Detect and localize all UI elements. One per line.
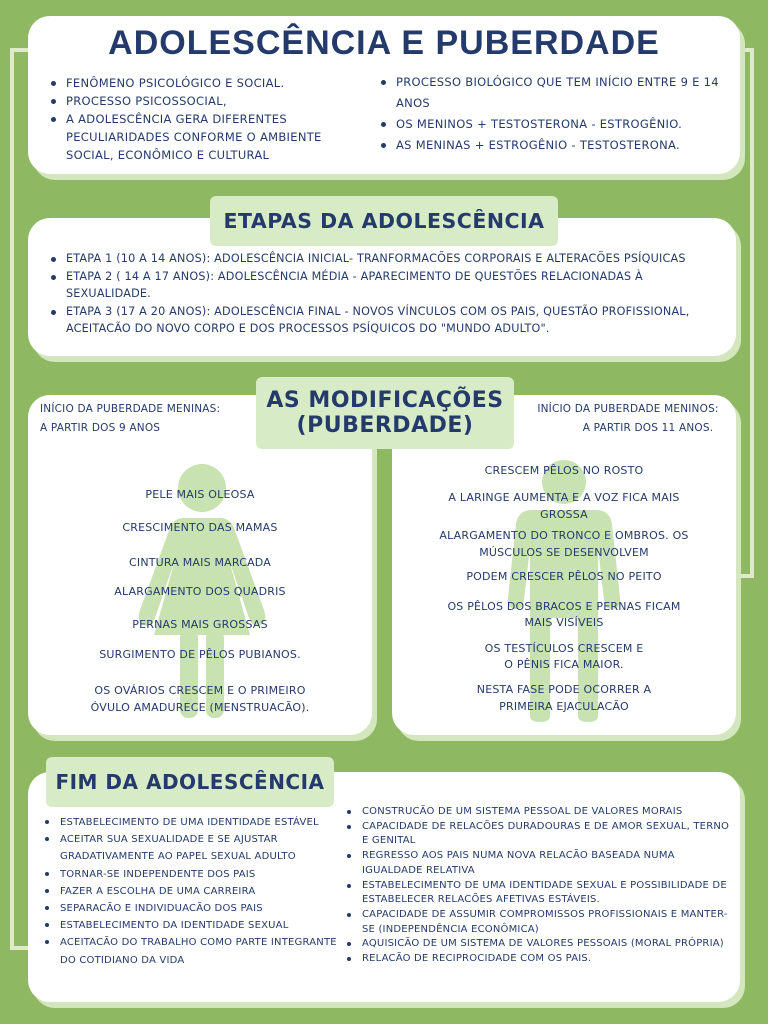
list-item: PROCESSO BIOLÓGICO QUE TEM INÍCIO ENTRE 9 E 14 ANOS	[380, 72, 732, 114]
list-item: ETAPA 1 (10 A 14 ANOS): ADOLESCÊNCIA INICIAL- TRANFORMACÕES CORPORAIS E ALTERACÕES PSÍQUICAS	[50, 250, 720, 268]
list-item: ACEITAR SUA SEXUALIDADE E SE AJUSTAR GRADATIVAMENTE AO PAPEL SEXUAL ADULTO	[44, 831, 344, 865]
meninos-item: OS TESTÍCULOS CRESCEM E	[484, 642, 644, 655]
meninos-heading	[522, 400, 734, 438]
list-item: ESTABELECIMENTO DA IDENTIDADE SEXUAL	[44, 917, 344, 934]
list-item: OS MENINOS + TESTOSTERONA - ESTROGÊNIO.	[380, 114, 732, 135]
list-item: ACEITACÃO DO TRABALHO COMO PARTE INTEGRANTE DO COTIDIANO DA VIDA	[44, 934, 344, 968]
etapas-heading: ETAPAS DA ADOLESCÊNCIA	[210, 196, 558, 246]
left-connector-line	[10, 48, 14, 948]
fim-left-list	[44, 814, 344, 969]
list-item: PROCESSO PSICOSSOCIAL,	[50, 92, 368, 110]
meninos-item: CRESCEM PÊLOS NO ROSTO	[484, 464, 644, 477]
page-title: ADOLESCÊNCIA E PUBERDADE	[108, 24, 660, 62]
meninas-heading-line: INÍCIO DA PUBERDADE MENINAS:	[40, 403, 221, 415]
fim-right-list	[346, 805, 730, 967]
meninas-item: PERNAS MAIS GROSSAS	[132, 618, 268, 631]
list-item: ESTABELECIMENTO DE UMA IDENTIDADE SEXUAL E POSSIBILIDADE DE ESTABELECER RELACÕES AFETIVAS ESTÁVEIS.	[346, 879, 730, 908]
meninas-item: ALARGAMENTO DOS QUADRIS	[114, 585, 286, 598]
list-item: ETAPA 3 (17 A 20 ANOS): ADOLESCÊNCIA FINAL - NOVOS VÍNCULOS COM OS PAIS, QUESTÃO PROFISSIONAL, ACEITACÃO DO NOVO CORPO E DOS PROCESSOS PSÍQUICOS DO "MUNDO ADULTO".	[50, 303, 720, 338]
intro-card	[28, 16, 740, 174]
intro-left-list	[50, 74, 368, 164]
meninas-heading	[40, 400, 220, 438]
etapas-list	[50, 250, 720, 338]
list-item: CONSTRUCÃO DE UM SISTEMA PESSOAL DE VALORES MORAIS	[346, 805, 730, 820]
meninos-item: PRIMEIRA EJACULACÃO	[499, 700, 629, 713]
modificacoes-heading	[256, 377, 514, 449]
meninos-item: PODEM CRESCER PÊLOS NO PEITO	[466, 570, 662, 583]
list-item: FAZER A ESCOLHA DE UMA CARREIRA	[44, 883, 344, 900]
meninos-item: OS PÊLOS DOS BRACOS E PERNAS FICAM	[447, 600, 681, 613]
meninos-item: ALARGAMENTO DO TRONCO E OMBROS. OS	[439, 529, 689, 542]
meninos-item: NESTA FASE PODE OCORRER A	[476, 683, 652, 696]
list-item: A ADOLESCÊNCIA GERA DIFERENTES PECULIARIDADES CONFORME O AMBIENTE SOCIAL, ECONÔMICO E CULTURAL	[50, 110, 368, 164]
list-item: FENÔMENO PSICOLÓGICO E SOCIAL.	[50, 74, 368, 92]
meninos-item: MÚSCULOS SE DESENVOLVEM	[479, 546, 649, 559]
list-item: CAPACIDADE DE RELACÕES DURADOURAS E DE AMOR SEXUAL, TERNO E GENITAL	[346, 820, 730, 849]
meninos-item: O PÊNIS FICA MAIOR.	[504, 658, 624, 671]
list-item: AS MENINAS + ESTROGÊNIO - TESTOSTERONA.	[380, 135, 732, 156]
list-item: AQUISICÃO DE UM SISTEMA DE VALORES PESSOAIS (MORAL PRÓPRIA)	[346, 937, 730, 952]
meninos-heading-line: A PARTIR DOS 11 ANOS.	[582, 422, 714, 434]
meninas-item: CINTURA MAIS MARCADA	[129, 556, 271, 569]
list-item: ESTABELECIMENTO DE UMA IDENTIDADE ESTÁVEL	[44, 814, 344, 831]
list-item: RELACÃO DE RECIPROCIDADE COM OS PAIS.	[346, 952, 730, 967]
meninos-item: MAIS VISÍVEIS	[524, 616, 604, 629]
meninas-item: PELE MAIS OLEOSA	[145, 488, 255, 501]
meninas-item: OS OVÁRIOS CRESCEM E O PRIMEIRO	[94, 684, 306, 697]
meninas-heading-line: A PARTIR DOS 9 ANOS	[40, 422, 161, 434]
meninas-item: ÓVULO AMADURECE (MENSTRUACÃO).	[90, 701, 310, 714]
list-item: REGRESSO AOS PAIS NUMA NOVA RELACÃO BASEADA NUMA IGUALDADE RELATIVA	[346, 849, 730, 878]
meninas-item: SURGIMENTO DE PÊLOS PUBIANOS.	[99, 648, 301, 661]
meninos-heading-line: INÍCIO DA PUBERDADE MENINOS:	[537, 403, 719, 415]
meninas-item: CRESCIMENTO DAS MAMAS	[122, 521, 278, 534]
list-item: CAPACIDADE DE ASSUMIR COMPROMISSOS PROFISSIONAIS E MANTER-SE (INDEPENDÊNCIA ECONÔMICA)	[346, 908, 730, 937]
meninos-item: GROSSA	[540, 508, 588, 521]
meninos-item: A LARINGE AUMENTA E A VOZ FICA MAIS	[448, 491, 680, 504]
right-connector-line	[750, 48, 754, 576]
modificacoes-heading-line: (PUBERDADE)	[296, 413, 474, 438]
right-connector-bottom	[734, 574, 754, 578]
modificacoes-heading-line: AS MODIFICAÇÕES	[266, 388, 504, 413]
intro-right-list	[380, 72, 732, 156]
fim-heading: FIM DA ADOLESCÊNCIA	[46, 757, 334, 807]
list-item: TORNAR-SE INDEPENDENTE DOS PAIS	[44, 866, 344, 883]
list-item: SEPARACÃO E INDIVIDUACÃO DOS PAIS	[44, 900, 344, 917]
list-item: ETAPA 2 ( 14 A 17 ANOS): ADOLESCÊNCIA MÉDIA - APARECIMENTO DE QUESTÕES RELACIONADAS À SEXUALIDADE.	[50, 268, 720, 303]
